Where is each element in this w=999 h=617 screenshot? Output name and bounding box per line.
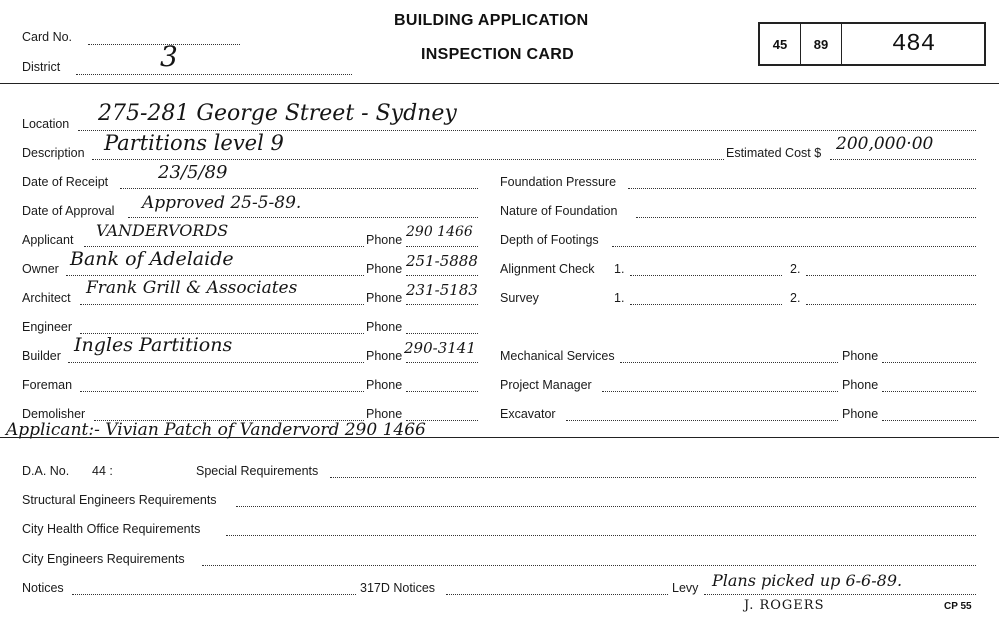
box-cell-1 [760,24,801,64]
location-value: 275-281 George Street - Sydney [98,101,457,126]
district-value: 3 [160,40,178,73]
mechanical-phone-line [882,362,976,363]
foreman-phone-line [406,391,478,392]
da-no-label: D.A. No. [22,464,70,478]
architect-value: Frank Grill & Associates [86,278,298,298]
engineer-phone-line [406,333,478,334]
date-receipt-line [120,188,478,189]
architect-phone-line [406,304,478,305]
excavator-line [566,420,838,421]
box-cell-3 [843,24,984,64]
builder-phone-line [406,362,478,363]
mechanical-phone-label: Phone [842,349,879,363]
survey-num-2: 2. [790,291,801,305]
survey-label: Survey [500,291,539,305]
estimated-cost-line [830,159,976,160]
middle-rule [0,437,999,438]
applicant-label: Applicant [22,233,74,247]
owner-line [66,275,364,276]
builder-phone-label: Phone [366,349,403,363]
description-line [92,159,724,160]
depth-footings-line [612,246,976,247]
nature-foundation-label: Nature of Foundation [500,204,618,218]
levy-label: Levy [672,581,699,595]
depth-footings-label: Depth of Footings [500,233,599,247]
date-approval-line [128,217,478,218]
project-manager-phone-line [882,391,976,392]
architect-phone-value: 231-5183 [406,281,478,299]
notices-317d-label: 317D Notices [360,581,436,595]
city-eng-label: City Engineers Requirements [22,552,185,566]
alignment-line-1 [630,275,782,276]
excavator-phone-line [882,420,976,421]
builder-phone-value: 290-3141 [404,339,476,357]
date-receipt-label: Date of Receipt [22,175,109,189]
owner-phone-label: Phone [366,262,403,276]
engineer-phone-label: Phone [366,320,403,334]
health-line [226,535,976,536]
alignment-check-label: Alignment Check [500,262,595,276]
survey-line-2 [806,304,976,305]
nature-foundation-line [636,217,976,218]
description-label: Description [22,146,85,160]
signature: J. ROGERS [744,598,825,613]
header-rule [0,83,999,84]
owner-phone-value: 251-5888 [406,252,478,270]
applicant-note: Applicant:- Vivian Patch of Vandervord 290 1466 [6,420,426,440]
builder-value: Ingles Partitions [74,334,233,356]
foreman-line [80,391,364,392]
levy-line [704,594,976,595]
form-title-line2: INSPECTION CARD [421,46,574,63]
location-label: Location [22,117,70,131]
applicant-phone-line [406,246,478,247]
excavator-phone-label: Phone [842,407,879,421]
special-req-line [330,477,976,478]
excavator-label: Excavator [500,407,556,421]
architect-line [80,304,364,305]
applicant-line [84,246,364,247]
demolisher-phone-label: Phone [366,407,403,421]
applicant-value: VANDERVORDS [96,221,229,240]
box-cell-2 [801,24,842,64]
special-req-label: Special Requirements [196,464,319,478]
alignment-num-1: 1. [614,262,625,276]
structural-line [236,506,976,507]
da-no-value: 44 : [92,464,113,478]
builder-label: Builder [22,349,61,363]
date-approval-label: Date of Approval [22,204,115,218]
architect-label: Architect [22,291,71,305]
notices-label: Notices [22,581,64,595]
foreman-label: Foreman [22,378,73,392]
city-eng-line [202,565,976,566]
architect-phone-label: Phone [366,291,403,305]
box-cell-1-text: 45 [772,36,788,52]
owner-label: Owner [22,262,59,276]
district-label: District [22,60,61,74]
notices-line [72,594,356,595]
date-receipt-value: 23/5/89 [158,162,228,183]
box-cell-2-text: 89 [813,36,829,52]
survey-line-1 [630,304,782,305]
structural-label: Structural Engineers Requirements [22,493,217,507]
form-code: CP 55 [944,601,972,612]
foundation-pressure-line [628,188,976,189]
card-no-label: Card No. [22,30,73,44]
foundation-pressure-label: Foundation Pressure [500,175,617,189]
applicant-phone-label: Phone [366,233,403,247]
engineer-label: Engineer [22,320,73,334]
owner-phone-line [406,275,478,276]
demolisher-label: Demolisher [22,407,86,421]
card-number-box [758,22,986,66]
project-manager-line [602,391,838,392]
district-line [76,74,352,75]
alignment-line-2 [806,275,976,276]
health-label: City Health Office Requirements [22,522,201,536]
owner-value: Bank of Adelaide [70,248,234,270]
levy-value: Plans picked up 6-6-89. [712,571,903,590]
estimated-cost-label: Estimated Cost $ [726,146,822,160]
form-title-line1: BUILDING APPLICATION [394,12,589,29]
alignment-num-2: 2. [790,262,801,276]
description-value: Partitions level 9 [104,131,284,155]
estimated-cost-value: 200,000·00 [836,134,934,154]
applicant-phone-value: 290 1466 [406,224,473,240]
box-cell-3-text: 484 [891,30,936,58]
builder-line [68,362,364,363]
project-manager-label: Project Manager [500,378,592,392]
mechanical-line [620,362,838,363]
notices-317d-line [446,594,668,595]
mechanical-label: Mechanical Services [500,349,615,363]
survey-num-1: 1. [614,291,625,305]
project-manager-phone-label: Phone [842,378,879,392]
foreman-phone-label: Phone [366,378,403,392]
date-approval-value: Approved 25-5-89. [142,193,302,213]
